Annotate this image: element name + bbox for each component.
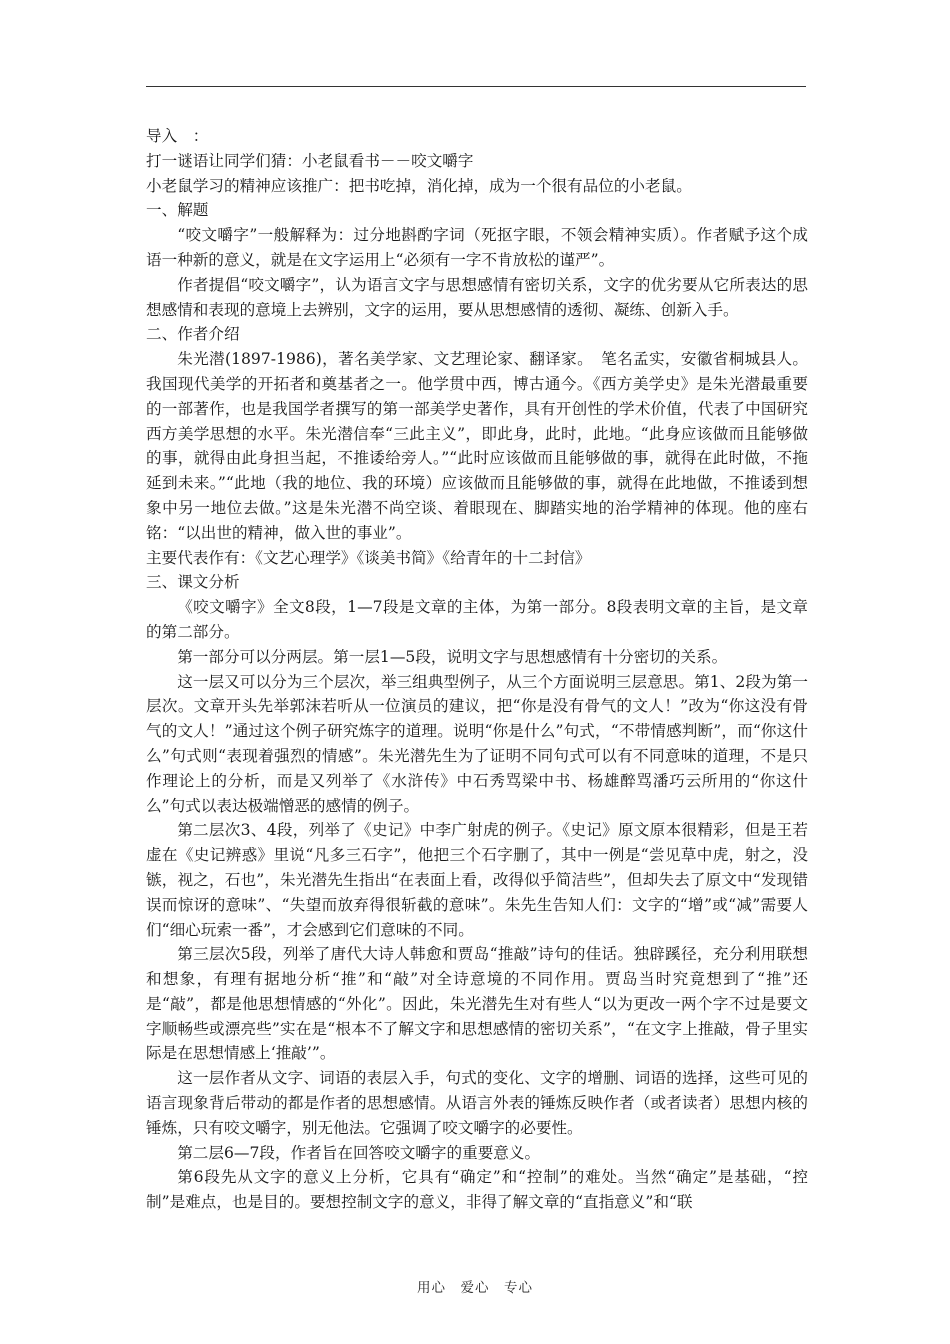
paragraph-part-one: 第一部分可以分两层。第一层1—5段，说明文字与思想感情有十分密切的关系。 <box>177 647 728 666</box>
section-heading-2: 二、作者介绍 <box>146 325 240 344</box>
paragraph-structure: 《咬文嚼字》全文8段，1—7段是文章的主体，为第一部分。8段表明文章的主旨，是文章的第二部分。 <box>146 598 808 641</box>
intro-heading: 导入 ： <box>146 127 209 145</box>
paragraph-layer-three: 第三层次5段，列举了唐代大诗人韩愈和贾岛“推敲”诗句的佳话。独辟蹊径，充分利用联想和想象，有理有据地分析“推”和“敲”对全诗意境的不同作用。贾岛当时究竟想到了“推”还是“敲”，都是他思想情感的“外化”。因此，朱光潜先生对有些人“以为更改一两个字不过是要文字顺畅些或漂亮些”实在是“根本不了解文字和思想感情的密切关系”，“在文字上推敲，骨子里实际是在思想情感上‘推敲’”。 <box>146 945 808 1063</box>
section-heading-3: 三、课文分析 <box>146 573 240 592</box>
header-rule <box>146 86 806 87</box>
document-body <box>146 124 808 1215</box>
paragraph-layer-one: 这一层又可以分为三个层次，举三组典型例子，从三个方面说明三层意思。第1、2段为第一层次。文章开头先举郭沫若听从一位演员的建议，把“你是没有骨气的文人！”改为“你这没有骨气的文人！”通过这个例子研究炼字的道理。说明“你是什么”句式，“不带情感判断”，而“你这什么”句式则“表现着强烈的情感”。朱光潜先生为了证明不同句式可以有不同意味的道理，不是只作理论上的分析，而是又列举了《水浒传》中石秀骂梁中书、杨雄醉骂潘巧云所用的“你这什么”句式以表达极端憎恶的感情的例子。 <box>146 672 808 815</box>
paragraph-title-meaning: “咬文嚼字”一般解释为：过分地斟酌字词（死抠字眼，不领会精神实质）。作者赋予这个成语一种新的意义，就是在文字运用上“必须有一字不肯放松的谨严”。 <box>146 226 808 269</box>
paragraph-layer-two: 第二层次3、4段，列举了《史记》中李广射虎的例子。《史记》原文原本很精彩，但是王若虚在《史记辨惑》里说“凡多三石字”，他把三个石字删了，其中一例是“尝见草中虎，射之，没镞，视之，石也”，朱光潜先生指出“在表面上看，改得似乎简洁些”，但却失去了原文中“发现错误而惊讶的意味”、“失望而放弃得很斩截的意味”。朱先生告知人们：文字的“增”或“减”需要人们“细心玩索一番”，才会感到它们意味的不同。 <box>146 821 808 939</box>
paragraph-author-bio: 朱光潜(1897-1986)，著名美学家、文艺理论家、翻译家。 笔名孟实，安徽省桐城县人。我国现代美学的开拓者和奠基者之一。他学贯中西，博古通今。《西方美学史》是朱光潜最重要的一部著作，也是我国学者撰写的第一部美学史著作，具有开创性的学术价值，代表了中国研究西方美学思想的水平。朱光潜信奉“三此主义”，即此身，此时，此地。“此身应该做而且能够做的事，就得由此身担当起，不推诿给旁人。”“此时应该做而且能够做的事，就得在此时做，不拖延到未来。”“此地（我的地位、我的环境）应该做而且能够做的事，就得在此地做，不推诿到想象中另一地位去做。”这是朱光潜不尚空谈、着眼现在、脚踏实地的治学精神的体现。他的座右铭：“以出世的精神，做入世的事业”。 <box>146 350 808 542</box>
representative-works: 主要代表作有：《文艺心理学》《谈美书简》《给青年的十二封信》 <box>146 548 591 567</box>
section-heading-1: 一、解题 <box>146 201 209 220</box>
page-footer: 用心 爱心 专心 <box>417 1280 533 1296</box>
paragraph-section-six: 第6段先从文字的意义上分析，它具有“确定”和“控制”的难处。当然“确定”是基础，“控制”是难点，也是目的。要想控制文字的意义，非得了解文章的“直指意义”和“联 <box>146 1168 808 1212</box>
paragraph-author-advocacy: 作者提倡“咬文嚼字”，认为语言文字与思想感情有密切关系，文字的优劣要从它所表达的思想感情和表现的意境上去辨别，文字的运用，要从思想感情的透彻、凝练、创新入手。 <box>146 275 808 319</box>
paragraph-summary: 这一层作者从文字、词语的表层入手，句式的变化、文字的增删、词语的选择，这些可见的语言现象背后带动的都是作者的思想感情。从语言外表的锤炼反映作者（或者读者）思想内核的锤炼，只有咬文嚼字，别无他法。它强调了咬文嚼字的必要性。 <box>146 1069 808 1137</box>
mouse-spirit-line: 小老鼠学习的精神应该推广：把书吃掉，消化掉，成为一个很有品位的小老鼠。 <box>146 176 692 195</box>
riddle-line: 打一谜语让同学们猜：小老鼠看书－－咬文嚼字 <box>146 151 474 170</box>
paragraph-second-layer: 第二层6—7段，作者旨在回答咬文嚼字的重要意义。 <box>177 1143 541 1162</box>
